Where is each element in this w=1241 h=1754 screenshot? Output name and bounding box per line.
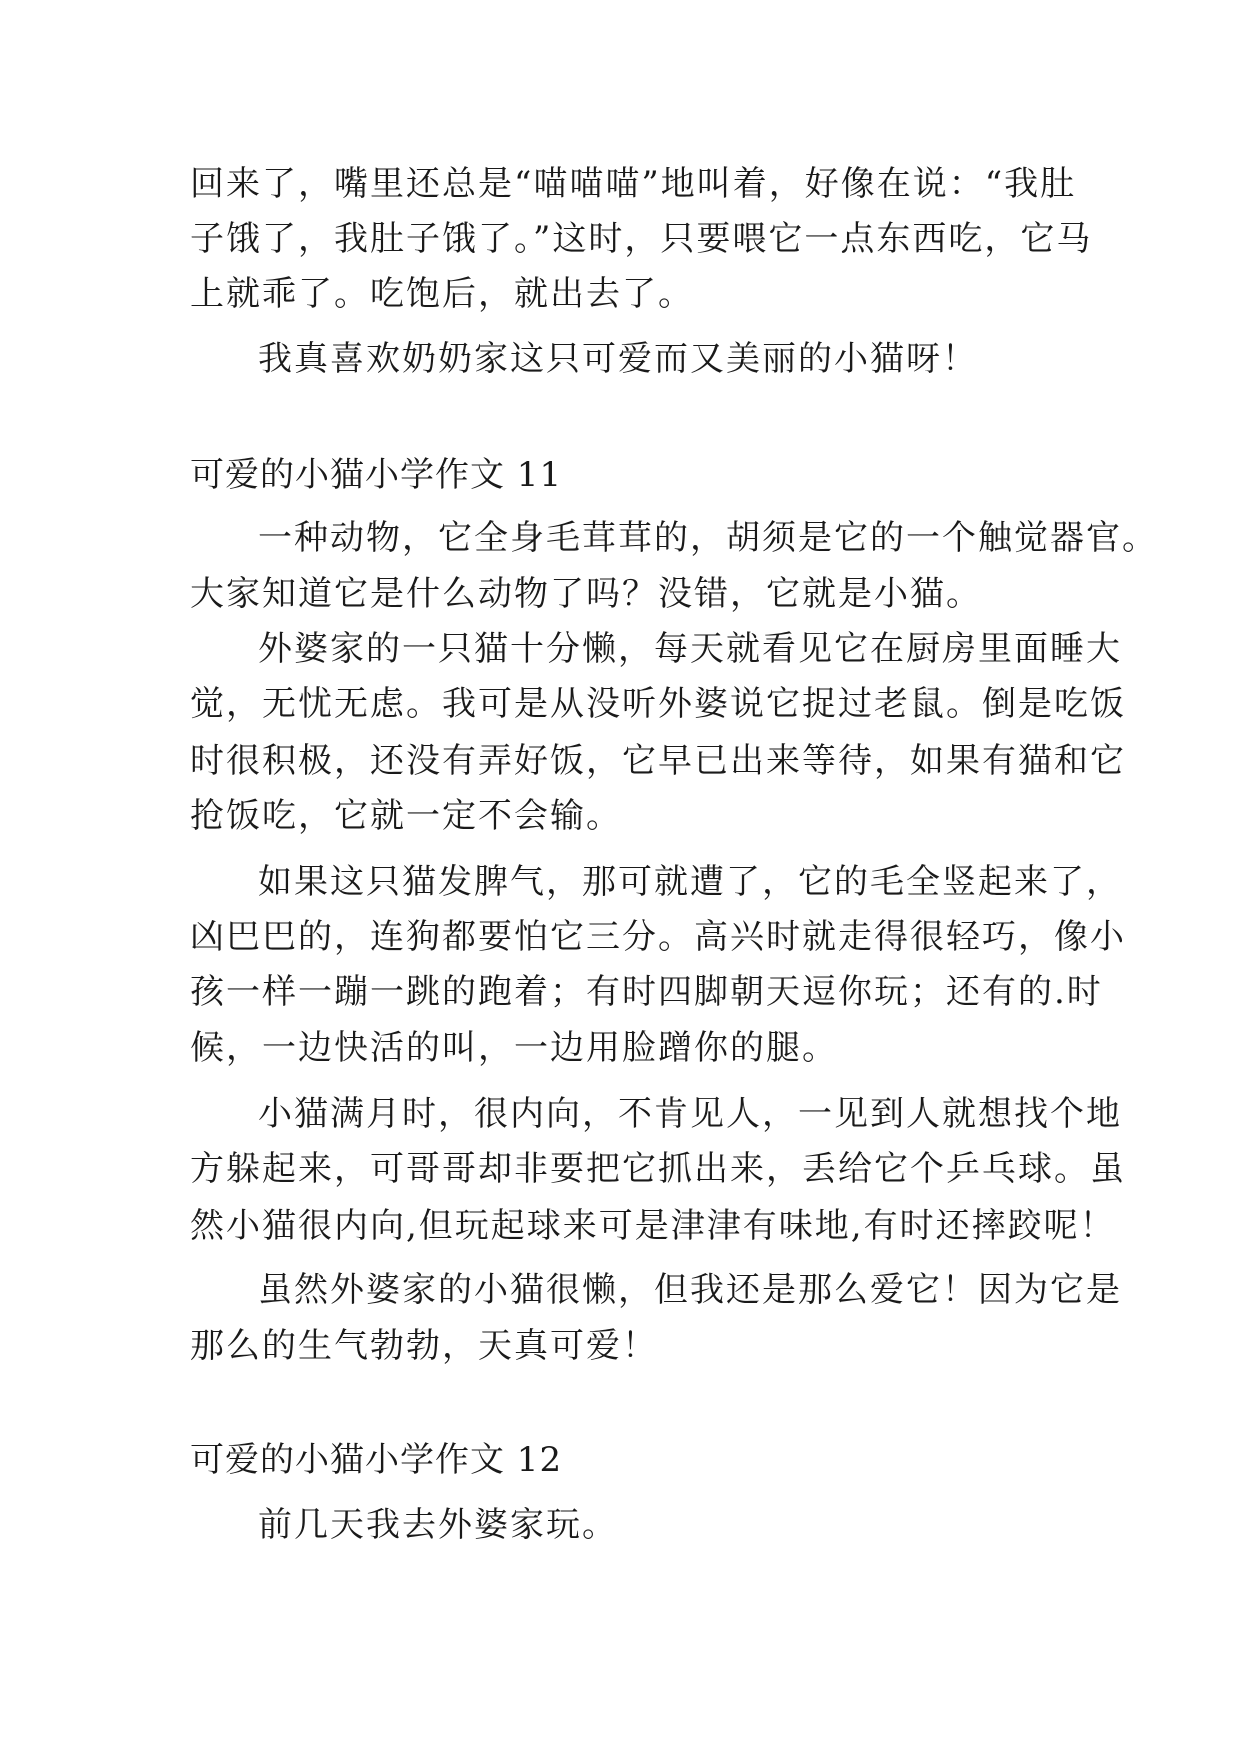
paragraph-8-line-1: 前几天我去外婆家玩。 — [258, 1505, 618, 1545]
paragraph-5-line-3: 孩一样一蹦一跳的跑着；有时四脚朝天逗你玩；还有的.时 — [190, 972, 1103, 1012]
paragraph-1-line-2: 子饿了，我肚子饿了。”这时，只要喂它一点东西吃，它马 — [190, 219, 1093, 259]
paragraph-4-line-1: 外婆家的一只猫十分懒，每天就看见它在厨房里面睡大 — [258, 629, 1122, 669]
paragraph-3-line-2: 大家知道它是什么动物了吗？没错，它就是小猫。 — [190, 574, 982, 614]
paragraph-1-line-3: 上就乖了。吃饱后，就出去了。 — [190, 274, 694, 314]
paragraph-7-line-2: 那么的生气勃勃，天真可爱！ — [190, 1326, 658, 1366]
paragraph-6-line-3: 然小猫很内向,但玩起球来可是津津有味地,有时还摔跤呢！ — [190, 1206, 1116, 1246]
paragraph-6-line-2: 方躲起来，可哥哥却非要把它抓出来，丢给它个乒乓球。虽 — [190, 1149, 1126, 1189]
paragraph-4-line-2: 觉，无忧无虑。我可是从没听外婆说它捉过老鼠。倒是吃饭 — [190, 684, 1126, 724]
paragraph-5-line-2: 凶巴巴的，连狗都要怕它三分。高兴时就走得很轻巧，像小 — [190, 917, 1126, 957]
paragraph-5-line-4: 候，一边快活的叫，一边用脸蹭你的腿。 — [190, 1028, 838, 1068]
paragraph-5-line-1: 如果这只猫发脾气，那可就遭了，它的毛全竖起来了， — [258, 862, 1122, 902]
paragraph-2-line-1: 我真喜欢奶奶家这只可爱而又美丽的小猫呀！ — [258, 339, 978, 379]
paragraph-7-line-1: 虽然外婆家的小猫很懒，但我还是那么爱它！因为它是 — [258, 1270, 1122, 1310]
section-heading-12: 可爱的小猫小学作文 12 — [190, 1440, 563, 1480]
paragraph-1-line-1: 回来了，嘴里还总是“喵喵喵”地叫着，好像在说：“我肚 — [190, 164, 1077, 204]
paragraph-3-line-1: 一种动物，它全身毛茸茸的，胡须是它的一个触觉器官。 — [258, 518, 1158, 558]
paragraph-6-line-1: 小猫满月时，很内向，不肯见人，一见到人就想找个地 — [258, 1094, 1122, 1134]
paragraph-4-line-3: 时很积极，还没有弄好饭，它早已出来等待，如果有猫和它 — [190, 741, 1126, 781]
paragraph-4-line-4: 抢饭吃，它就一定不会输。 — [190, 796, 622, 836]
section-heading-11: 可爱的小猫小学作文 11 — [190, 455, 563, 495]
